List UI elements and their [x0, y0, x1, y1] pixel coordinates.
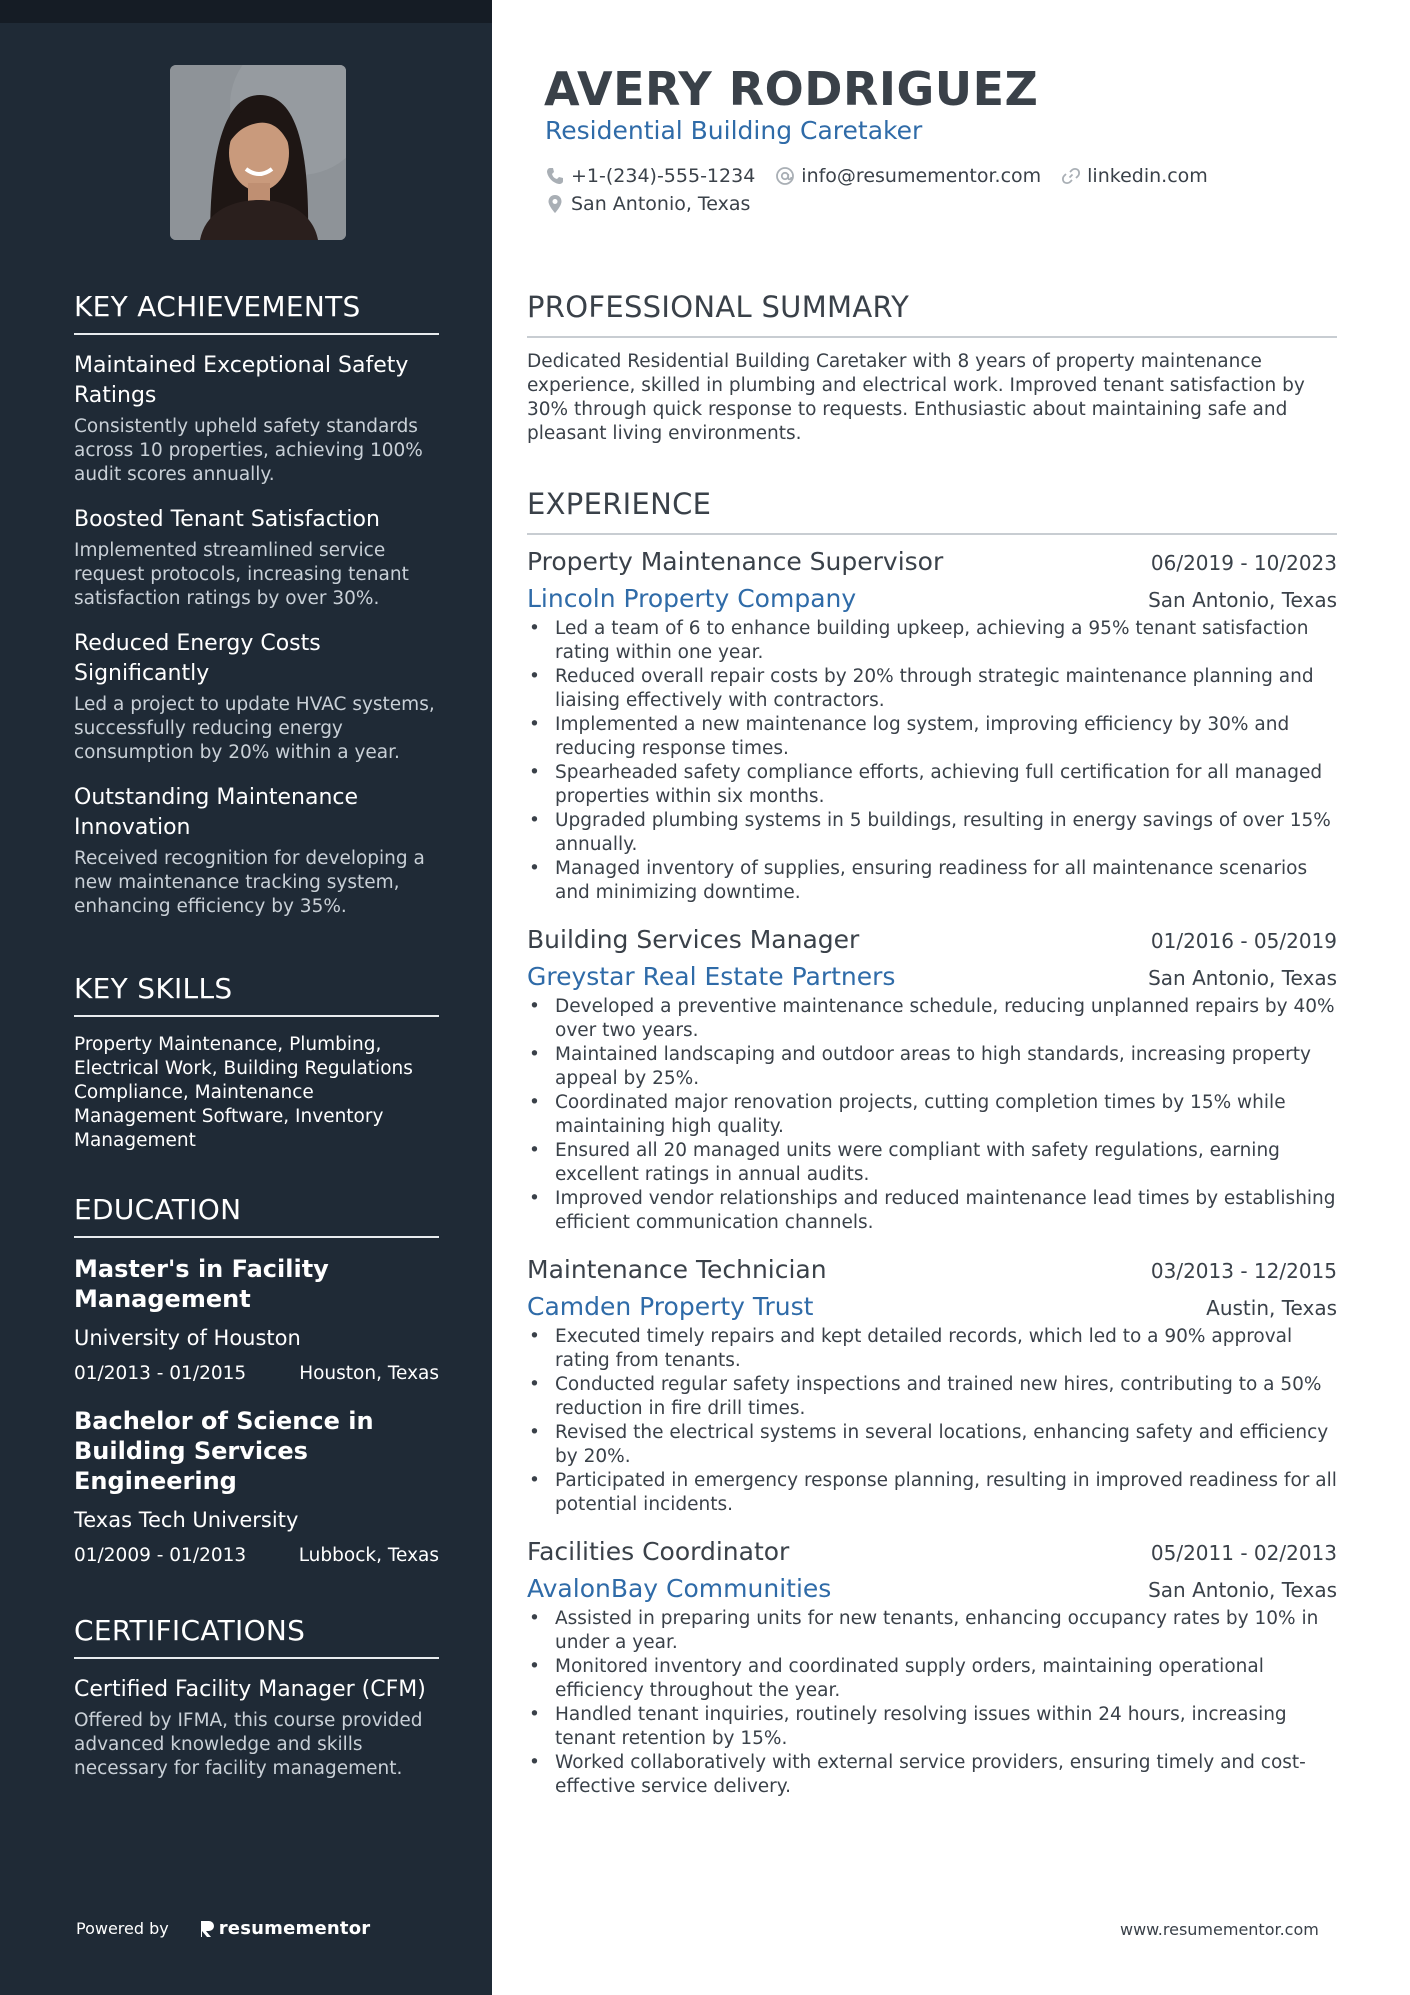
job-entry: [527, 925, 1337, 1235]
job-dates: 01/2016 - 05/2019: [1150, 929, 1337, 953]
brand-logo[interactable]: [199, 1918, 371, 1939]
certification-desc: Offered by IFMA, this course provided advanced knowledge and skills necessary for facility management.: [74, 1710, 423, 1779]
powered-by: [76, 1918, 370, 1939]
job-bullet: • Participated in emergency response planning, resulting in improved readiness for all potential incidents.: [527, 1469, 1337, 1517]
education-location: Lubbock, Texas: [298, 1545, 439, 1566]
job-bullet: • Revised the electrical systems in several locations, enhancing safety and efficiency by 20%.: [527, 1421, 1337, 1469]
certification-item: [74, 1675, 439, 1781]
job-bullet: • Reduced overall repair costs by 20% through strategic maintenance planning and liaising effectively with contractors.: [527, 665, 1337, 713]
job-bullet: • Worked collaboratively with external service providers, ensuring timely and cost-effective service delivery.: [527, 1751, 1337, 1799]
job-location: Austin, Texas: [1206, 1296, 1337, 1320]
brand-name: resumementor: [218, 1918, 371, 1939]
achievement-desc: Led a project to update HVAC systems, successfully reducing energy consumption by 20% within a year.: [74, 694, 435, 763]
job-location: San Antonio, Texas: [1148, 588, 1337, 612]
job-dates: 06/2019 - 10/2023: [1150, 551, 1337, 575]
job-company: Greystar Real Estate Partners: [527, 962, 896, 991]
experience-heading: EXPERIENCE: [527, 487, 1337, 535]
phone-icon: [545, 166, 565, 186]
job-role: Property Maintenance Supervisor: [527, 547, 944, 576]
email-text: info@resumementor.com: [801, 165, 1042, 187]
summary-heading: PROFESSIONAL SUMMARY: [527, 290, 1337, 338]
job-bullet: • Monitored inventory and coordinated supply orders, maintaining operational efficiency throughout the year.: [527, 1655, 1337, 1703]
at-icon: [775, 166, 795, 186]
education-school: University of Houston: [74, 1326, 301, 1350]
job-bullet: • Improved vendor relationships and reduced maintenance lead times by establishing efficient communication channels.: [527, 1187, 1337, 1235]
skills-section: [74, 972, 439, 1153]
education-heading: EDUCATION: [74, 1193, 439, 1238]
achievement-item: [74, 629, 439, 765]
education-degree: Bachelor of Science in Building Services Engineering: [74, 1407, 374, 1495]
contact-location: [545, 193, 750, 215]
job-bullet: • Spearheaded safety compliance efforts, achieving full certification for all managed properties within six months.: [527, 761, 1337, 809]
summary-text: Dedicated Residential Building Caretaker with 8 years of property maintenance experience, skilled in plumbing and electrical work. Improved tenant satisfaction by 30% through quick response to requests. Enthusiastic about maintaining safe and pleasant living environments.: [527, 351, 1305, 444]
skills-list: Property Maintenance, Plumbing, Electrical Work, Building Regulations Compliance, Maintenance Management Software, Inventory Management: [74, 1034, 413, 1151]
job-bullet: • Maintained landscaping and outdoor areas to high standards, increasing property appeal by 25%.: [527, 1043, 1337, 1091]
skills-heading: KEY SKILLS: [74, 972, 439, 1017]
education-school: Texas Tech University: [74, 1508, 299, 1532]
contact-info: [545, 162, 1228, 218]
contact-phone[interactable]: [545, 165, 755, 187]
website-link[interactable]: www.resumementor.com: [1120, 1920, 1319, 1939]
profile-photo: [170, 65, 346, 240]
job-bullets: [527, 1607, 1337, 1799]
sidebar: [0, 0, 492, 1995]
achievements-heading: KEY ACHIEVEMENTS: [74, 290, 439, 335]
powered-by-label: Powered by: [76, 1919, 169, 1938]
job-bullet: • Handled tenant inquiries, routinely resolving issues within 24 hours, increasing tenant retention by 15%.: [527, 1703, 1337, 1751]
achievement-desc: Received recognition for developing a new maintenance tracking system, enhancing efficiency by 35%.: [74, 848, 425, 917]
job-bullet: • Coordinated major renovation projects, cutting completion times by 15% while maintaining high quality.: [527, 1091, 1337, 1139]
job-entry: [527, 547, 1337, 905]
job-bullet: • Managed inventory of supplies, ensuring readiness for all maintenance scenarios and minimizing downtime.: [527, 857, 1337, 905]
achievement-title: Reduced Energy Costs Significantly: [74, 631, 321, 686]
job-location: San Antonio, Texas: [1148, 966, 1337, 990]
job-entry: [527, 1255, 1337, 1517]
job-bullet: • Implemented a new maintenance log system, improving efficiency by 30% and reducing response times.: [527, 713, 1337, 761]
job-company: Lincoln Property Company: [527, 584, 857, 613]
job-bullet: • Executed timely repairs and kept detailed records, which led to a 90% approval rating from tenants.: [527, 1325, 1337, 1373]
achievements-section: [74, 290, 439, 937]
job-dates: 05/2011 - 02/2013: [1150, 1541, 1337, 1565]
job-role: Maintenance Technician: [527, 1255, 827, 1284]
job-bullet: • Conducted regular safety inspections and trained new hires, contributing to a 50% reduction in fire drill times.: [527, 1373, 1337, 1421]
brand-mark-icon: [199, 1919, 215, 1939]
job-role: Building Services Manager: [527, 925, 860, 954]
job-role: Facilities Coordinator: [527, 1537, 790, 1566]
experience-section: [527, 487, 1337, 1819]
education-item: [74, 1254, 439, 1386]
education-item: [74, 1406, 439, 1568]
job-dates: 03/2013 - 12/2015: [1150, 1259, 1337, 1283]
job-company: Camden Property Trust: [527, 1292, 814, 1321]
experience-list: [527, 547, 1337, 1799]
education-degree: Master's in Facility Management: [74, 1255, 329, 1313]
summary-section: [527, 290, 1337, 446]
phone-text: +1-(234)-555-1234: [571, 165, 756, 187]
job-bullets: [527, 995, 1337, 1235]
certification-title: Certified Facility Manager (CFM): [74, 1677, 426, 1702]
sidebar-top-bar: [0, 0, 492, 23]
job-bullet: • Upgraded plumbing systems in 5 buildings, resulting in energy savings of over 15% annually.: [527, 809, 1337, 857]
job-entry: [527, 1537, 1337, 1799]
candidate-title: Residential Building Caretaker: [545, 116, 923, 145]
location-text: San Antonio, Texas: [571, 193, 751, 215]
job-bullet: • Assisted in preparing units for new tenants, enhancing occupancy rates by 10% in under a year.: [527, 1607, 1337, 1655]
achievement-desc: Consistently upheld safety standards across 10 properties, achieving 100% audit scores annually.: [74, 416, 423, 485]
contact-linkedin[interactable]: [1061, 165, 1208, 187]
achievement-title: Maintained Exceptional Safety Ratings: [74, 353, 409, 408]
location-pin-icon: [545, 194, 565, 214]
contact-email[interactable]: [775, 165, 1041, 187]
job-location: San Antonio, Texas: [1148, 1578, 1337, 1602]
job-company: AvalonBay Communities: [527, 1574, 832, 1603]
job-bullet: • Ensured all 20 managed units were compliant with safety regulations, earning excellent ratings in annual audits.: [527, 1139, 1337, 1187]
education-location: Houston, Texas: [299, 1363, 439, 1384]
job-bullets: [527, 617, 1337, 905]
achievement-title: Outstanding Maintenance Innovation: [74, 785, 359, 840]
job-bullet: • Led a team of 6 to enhance building upkeep, achieving a 95% tenant satisfaction rating within one year.: [527, 617, 1337, 665]
job-bullets: [527, 1325, 1337, 1517]
linkedin-text: linkedin.com: [1087, 165, 1208, 187]
link-icon: [1061, 166, 1081, 186]
education-dates: 01/2013 - 01/2015: [74, 1363, 247, 1384]
candidate-name: AVERY RODRIGUEZ: [544, 62, 1039, 116]
achievement-item: [74, 505, 439, 611]
education-section: [74, 1193, 439, 1588]
certifications-section: [74, 1614, 439, 1781]
achievement-desc: Implemented streamlined service request protocols, increasing tenant satisfaction ratings by over 30%.: [74, 540, 409, 609]
job-bullet: • Developed a preventive maintenance schedule, reducing unplanned repairs by 40% over two years.: [527, 995, 1337, 1043]
achievement-item: [74, 783, 439, 919]
certifications-heading: CERTIFICATIONS: [74, 1614, 439, 1659]
achievement-title: Boosted Tenant Satisfaction: [74, 507, 380, 532]
achievement-item: [74, 351, 439, 487]
education-dates: 01/2009 - 01/2013: [74, 1545, 247, 1566]
